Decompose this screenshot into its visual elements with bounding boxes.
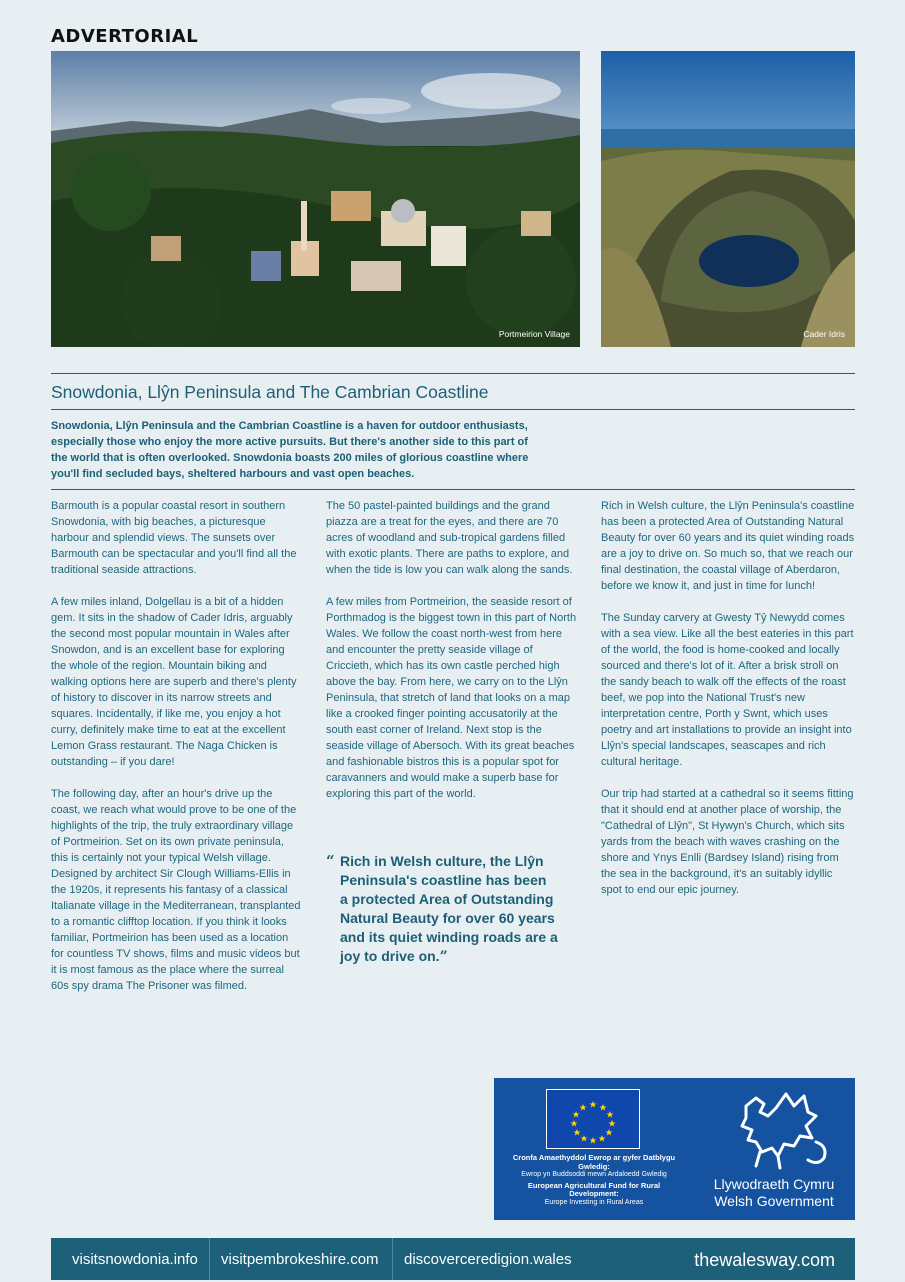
advertorial-label: ADVERTORIAL	[51, 26, 199, 47]
article-column-2	[326, 498, 578, 818]
footer-link-visitsnowdonia[interactable]: visitsnowdonia.info	[72, 1251, 198, 1268]
headline-bottom-rule	[51, 409, 855, 410]
footer-divider	[392, 1238, 393, 1280]
footer-bar	[51, 1238, 855, 1280]
paragraph: A few miles inland, Dolgellau is a bit of a hidden gem. It sits in the shadow of Cader Idris, arguably the second most popular mountain in Wales after Snowdon, and is an excellent base for exploring the whole of the region. Mountain biking and walking options here are superb and there's plenty of history to discover in its narrow streets and squares. Incidentally, if like me, you enjoy a hot curry, definitely make time to eat at the excellent Lemon Grass restaurant. The Naga Chicken is outstanding – if you dare!	[51, 596, 297, 768]
pull-quote	[326, 852, 558, 967]
portmeirion-photo	[51, 51, 580, 347]
open-quote-mark: “	[326, 852, 335, 870]
paragraph: The Sunday carvery at Gwesty Tŷ Newydd comes with a sea view. Like all the best eateries in this part of the world, the food is home-cooked and locally sourced and there's lot of it. After a brisk stroll on the sandy beach to walk off the effects of the roast beef, we pop into the National Trust's new interpretation centre, Porth y Swnt, which uses poetry and art installations to provide an insight into Llŷn's special landscapes, seascapes and rich cultural heritage.	[601, 612, 854, 768]
intro-bottom-rule	[51, 489, 855, 490]
wg-english-name: Welsh Government	[714, 1193, 834, 1209]
paragraph: A few miles from Portmeirion, the seaside resort of Porthmadog is the biggest town in this part of North Wales. We follow the coast north-west from here and encounter the pretty seaside village of Criccieth, which has its own castle perched high above the bay. From here, we carry on to the Llŷn Peninsula, that stretch of land that looks on a map like a crooked finger pointing accusatorily at the south east corner of Ireland. Next stop is the seaside village of Abersoch. With its great beaches and fashionable bistros this is a popular spot for caravanners and would make a superb base for exploring this part of the world.	[326, 596, 577, 800]
paragraph: The 50 pastel-painted buildings and the grand piazza are a treat for the eyes, and there are 70 acres of woodland and sub-tropical gardens filled with exotic plants. There are paths to explore, and when the tide is low you can walk along the sands.	[326, 500, 573, 576]
paragraph: Barmouth is a popular coastal resort in southern Snowdonia, with big beaches, a picturesque harbour and splendid views. The sunsets over Barmouth can be spectacular and you'll find all the traditional seaside attractions.	[51, 500, 297, 576]
paragraph: Rich in Welsh culture, the Llŷn Peninsula's coastline has been a protected Area of Outstanding Natural Beauty for over 60 years and its quiet winding roads are a joy to drive on. So much so, that we reach our final destination, the coastal village of Aberdaron, before we know it, and just in time for lunch!	[601, 500, 855, 592]
footer-link-thewalesway[interactable]: thewalesway.com	[694, 1250, 835, 1270]
pull-quote-text: Rich in Welsh culture, the Llŷn Peninsula's coastline has been a protected Area of Outstanding Natural Beauty for over 60 years and its quiet winding roads are a joy to drive on.	[340, 853, 558, 964]
eu-english-title: European Agricultural Fund for Rural Development:	[527, 1180, 661, 1198]
welsh-dragon-icon	[716, 1086, 834, 1172]
eu-welsh-subtitle: Ewrop yn Buddsoddi mewn Ardaloedd Gwledig	[521, 1171, 667, 1178]
eu-welsh-title: Cronfa Amaethyddol Ewrop ar gyfer Datblygu Gwledig:	[512, 1153, 676, 1171]
close-quote-mark: ”	[439, 949, 448, 965]
article-headline: Snowdonia, Llŷn Peninsula and The Cambrian Coastline	[51, 382, 489, 402]
eu-english-subtitle: Europe Investing in Rural Areas	[544, 1198, 644, 1206]
article-column-3	[601, 498, 855, 914]
funding-logos	[494, 1078, 855, 1220]
footer-link-discoverceredigion[interactable]: discoverceredigion.wales	[404, 1251, 572, 1268]
village-photo-icon	[51, 51, 580, 347]
eu-funding-text	[504, 1154, 684, 1207]
cader-idris-caption: Cader Idris	[803, 329, 845, 339]
welsh-government-text	[699, 1176, 849, 1210]
eu-flag-icon	[547, 1090, 639, 1148]
mountain-lake-photo-icon	[601, 51, 855, 347]
wg-welsh-name: Llywodraeth Cymru	[713, 1176, 835, 1192]
footer-divider	[209, 1238, 210, 1280]
footer-link-visitpembrokeshire[interactable]: visitpembrokeshire.com	[221, 1251, 379, 1268]
paragraph: Our trip had started at a cathedral so it seems fitting that it should end at another place of worship, the "Cathedral of Llŷn", St Hywyn's Church, which sits yards from the beach with waves crashing on the shore and Ynys Enlli (Bardsey Island) rising from the sea in the background, it's an suitably idyllic spot to end our epic journey.	[601, 788, 854, 896]
article-intro: Snowdonia, Llŷn Peninsula and the Cambrian Coastline is a haven for outdoor enthusiasts, especially those who enjoy the more active pursuits. But there's another side to this part of the world that is often overlooked. Snowdonia boasts 200 miles of glorious coastline where you'll find secluded bays, sheltered harbours and vast open beaches.	[51, 420, 529, 480]
paragraph: The following day, after an hour's drive up the coast, we reach what would prove to be one of the highlights of the trip, the truly extraordinary village of Portmeirion. Set on its own private peninsula, this is certainly not your typical Welsh village. Designed by architect Sir Clough Williams-Ellis in the 1920s, it represents his fantasy of a classical Italianate village in the Mediterranean, transplanted to a romantic clifftop location. If you think it looks familiar, Portmeirion has been used as a location for countless TV shows, films and music videos but it is most famous as the place where the surreal 60s spy drama The Prisoner was filmed.	[51, 788, 301, 992]
article-column-1	[51, 498, 301, 1010]
portmeirion-caption: Portmeirion Village	[498, 329, 570, 339]
cader-idris-photo	[601, 51, 855, 347]
headline-top-rule	[51, 373, 855, 374]
